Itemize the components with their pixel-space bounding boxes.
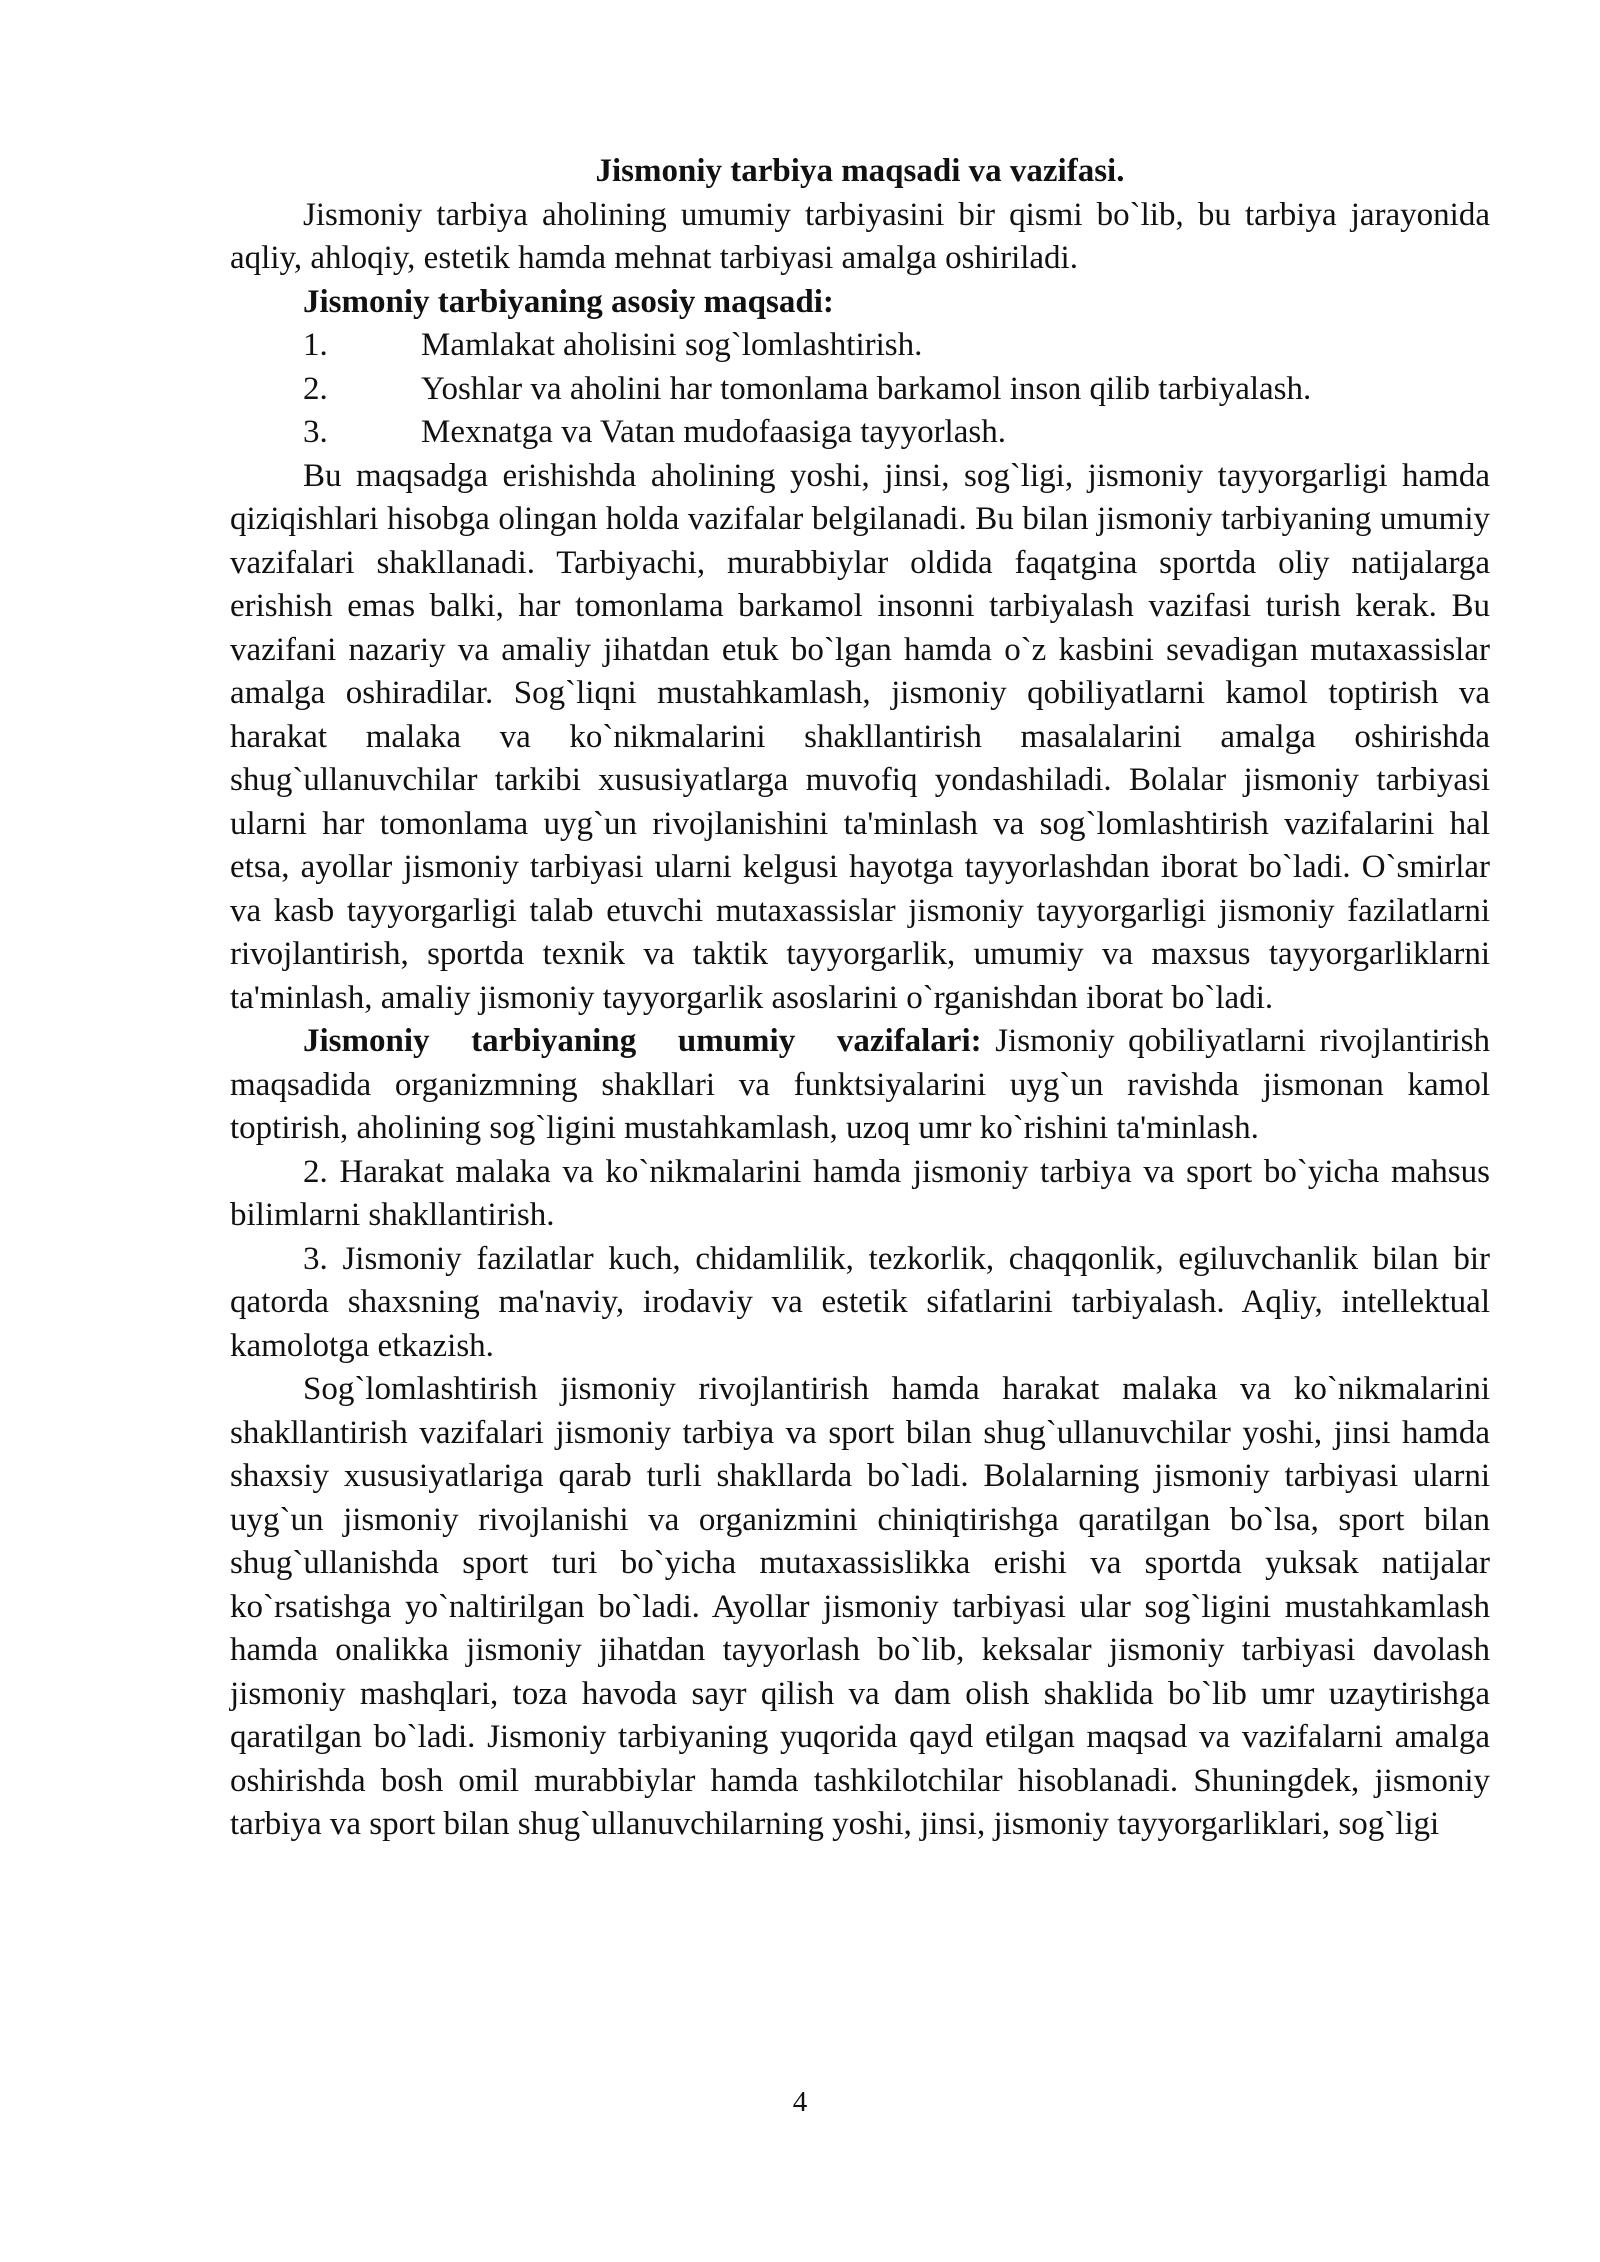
intro-paragraph: Jismoniy tarbiya aholining umumiy tarbiyasini bir qismi bo`lib, bu tarbiya jarayonida aqliy, ahloqiy, estetik hamda mehnat tarbiyasi amalga oshiriladi.	[230, 196, 1490, 276]
list-item	[303, 368, 1490, 412]
list-item-number: 3.	[303, 414, 328, 450]
list-item-text: Mamlakat aholisini sog`lomlashtirish.	[421, 327, 923, 363]
tasks-third-paragraph: 3. Jismoniy fazilatlar kuch, chidamlilik, tezkorlik, chaqqonlik, egiluvchanlik bilan bir qatorda shaxsning ma'naviy, irodaviy va estetik sifatlarini tarbiyalash. Aqliy, intellektual kamolotga etkazish.	[230, 1240, 1490, 1364]
goals-heading: Jismoniy tarbiyaning asosiy maqsadi:	[303, 283, 834, 320]
tasks-first-text: Jismoniy qobiliyatlarni rivojlantirish maqsadida organizmning shakllari va funktsiyalarini uyg`un ravishda jismonan kamol toptirish, aholining sog`ligini mustahkamlash, uzoq umr ko`rishini ta'minlash.	[230, 1023, 1490, 1146]
list-item-number: 1.	[303, 327, 328, 363]
document-page	[230, 150, 1490, 2210]
list-item	[303, 411, 1490, 455]
list-item-text: Yoshlar va aholini har tomonlama barkamol inson qilib tarbiyalash.	[421, 370, 1312, 407]
tasks-second-paragraph: 2. Harakat malaka va ko`nikmalarini hamda jismoniy tarbiya va sport bo`yicha mahsus bilimlarni shakllantirish.	[230, 1153, 1490, 1233]
list-item-text: Mexnatga va Vatan mudofaasiga tayyorlash.	[421, 414, 1006, 450]
list-item	[303, 324, 1490, 368]
tasks-paragraph	[230, 1020, 1490, 1151]
page-number: 4	[792, 2086, 808, 2118]
page-title: Jismoniy tarbiya maqsadi va vazifasi.	[595, 153, 1125, 189]
list-item-number: 2.	[303, 370, 328, 407]
final-paragraph: Sog`lomlashtirish jismoniy rivojlantirish hamda harakat malaka va ko`nikmalarini shakllantirish vazifalari jismoniy tarbiya va sport bilan shug`ullanuvchilar yoshi, jinsi hamda shaxsiy xususiyatlariga qarab turli shakllarda bo`ladi. Bolalarning jismoniy tarbiyasi ularni uyg`un jismoniy rivojlanishi va organizmini chiniqtirishga qaratilgan bo`lsa, sport bilan shug`ullanishda sport turi bo`yicha mutaxassislikka erishi va sportda yuksak natijalar ko`rsatishga yo`naltirilgan bo`ladi. Ayollar jismoniy tarbiyasi ular sog`ligini mustahkamlash hamda onalikka jismoniy jihatdan tayyorlash bo`lib, keksalar jismoniy tarbiyasi davolash jismoniy mashqlari, toza havoda sayr qilish va dam olish shaklida bo`lib umr uzaytirishga qaratilgan bo`ladi. Jismoniy tarbiyaning yuqorida qayd etilgan maqsad va vazifalarni amalga oshirishda bosh omil murabbiylar hamda tashkilotchilar hisoblanadi. Shuningdek, jismoniy tarbiya va sport bilan shug`ullanuvchilarning yoshi, jinsi, jismoniy tayyorgarliklari, sog`ligi	[230, 1371, 1490, 1842]
goals-explanation-paragraph: Bu maqsadga erishishda aholining yoshi, jinsi, sog`ligi, jismoniy tayyorgarligi hamda qiziqishlari hisobga olingan holda vazifalar belgilanadi. Bu bilan jismoniy tarbiyaning umumiy vazifalari shakllanadi. Tarbiyachi, murabbiylar oldida faqatgina sportda oliy natijalarga erishish emas balki, har tomonlama barkamol insonni tarbiyalash vazifasi turish kerak. Bu vazifani nazariy va amaliy jihatdan etuk bo`lgan hamda o`z kasbini sevadigan mutaxassislar amalga oshiradilar. Sog`liqni mustahkamlash, jismoniy qobiliyatlarni kamol toptirish va harakat malaka va ko`nikmalarini shakllantirish masalalarini amalga oshirishda shug`ullanuvchilar tarkibi xususiyatlarga muvofiq yondashiladi. Bolalar jismoniy tarbiyasi ularni har tomonlama uyg`un rivojlanishini ta'minlash va sog`lomlashtirish vazifalarini hal etsa, ayollar jismoniy tarbiyasi ularni kelgusi hayotga tayyorlashdan iborat bo`ladi. O`smirlar va kasb tayyorgarligi talab etuvchi mutaxassislar jismoniy tayyorgarligi jismoniy fazilatlarni rivojlantirish, sportda texnik va taktik tayyorgarlik, umumiy va maxsus tayyorgarliklarni ta'minlash, amaliy jismoniy tayyorgarlik asoslarini o`rganishdan iborat bo`ladi.	[230, 457, 1490, 1016]
goals-list	[230, 324, 1490, 455]
tasks-heading: Jismoniy tarbiyaning umumiy vazifalari:	[303, 1023, 982, 1059]
